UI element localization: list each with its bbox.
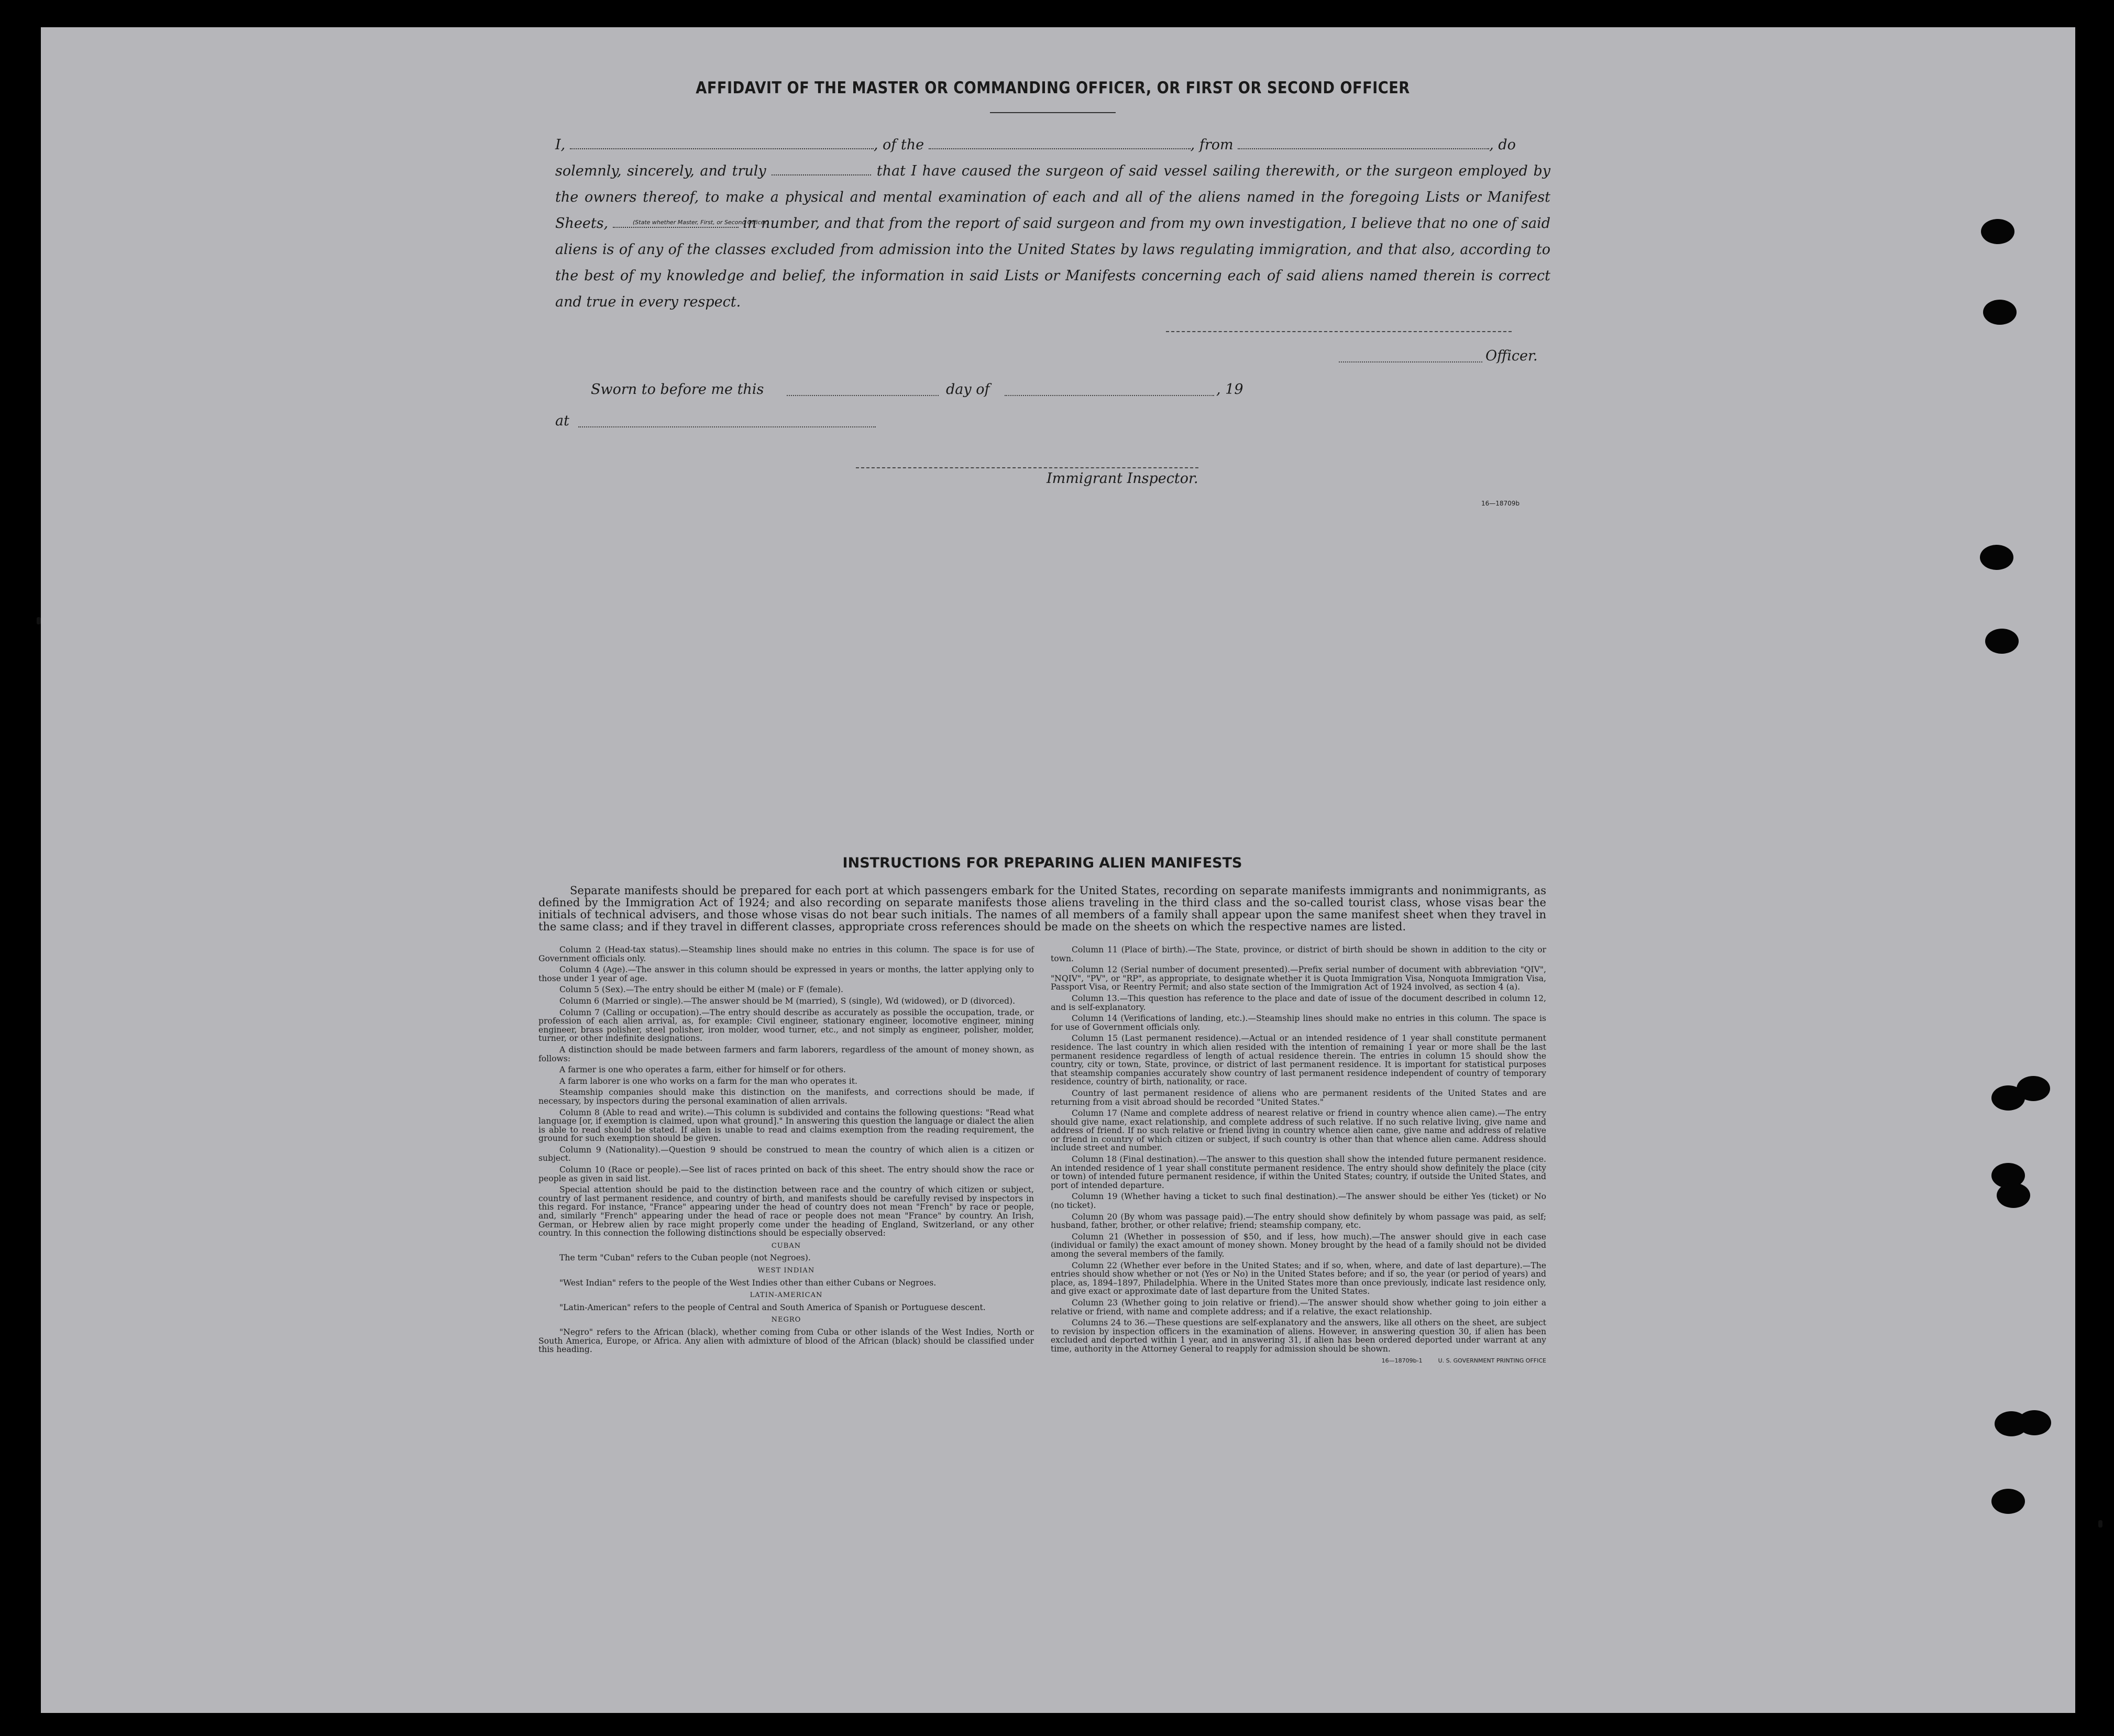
- cuban-definition: The term "Cuban" refers to the Cuban people (not Negroes).: [559, 1253, 811, 1263]
- instruction-paragraph: Column 8 (Able to read and write).—This column is subdivided and contains the following questions: "Read what language [or, if exemption is claimed, upon what ground]." In answering this question the language or dialect the alien is able to read should be stated. If alien is unable to read and claims exemption from the reading requirement, the ground for such exemption should be given.: [538, 1107, 1034, 1144]
- punch-hole: [1985, 629, 2019, 654]
- form-number: 16—18709b: [1481, 500, 1520, 507]
- printing-footer: [1051, 1357, 1546, 1366]
- instruction-paragraph: Column 7 (Calling or occupation).—The entry should describe as accurately as possible the occupation, trade, or profession of each alien arrival, as, for example: Civil engineer, stationary engineer, locomotive engineer, mining engineer, brass polisher, steel polisher, iron molder, wood turner, etc., and not simply as engineer, polisher, molder, turner, or other indefinite designations.: [538, 1007, 1034, 1043]
- affidavit-do: , do: [1489, 137, 1516, 153]
- officer-label: Officer.: [1485, 348, 1538, 364]
- instruction-paragraph: Column 5 (Sex).—The entry should be either M (male) or F (female).: [559, 985, 843, 995]
- instructions-right-column: [1051, 946, 1546, 1365]
- affidavit-body: [555, 132, 1550, 315]
- instruction-paragraph: Column 20 (By whom was passage paid).—The entry should show definitely by whom passage was paid, as self; husband, father, brother, or other relative; friend; steamship company, etc.: [1051, 1212, 1546, 1230]
- affidavit-text-c: in number, and that from the report of said surgeon and from my own investigation, I believe that no one of said aliens is of any of the classes excluded from admission into the United States by laws regulating immigration, and that also, according to the best of my knowledge and belief, the information in said Lists or Manifests concerning each of said aliens named therein is correct and true in every respect.: [555, 215, 1550, 310]
- footer-printing-office: U. S. GOVERNMENT PRINTING OFFICE: [1438, 1357, 1546, 1364]
- punch-hole: [1981, 219, 2014, 244]
- instruction-paragraph: Column 11 (Place of birth).—The State, province, or district of birth should be shown in addition to the city or town.: [1051, 945, 1546, 963]
- instruction-paragraph: Country of last permanent residence of aliens who are permanent residents of the United States and are returning from a visit abroad should be recorded "United States.": [1051, 1088, 1546, 1107]
- day-of-text: day of: [946, 381, 990, 398]
- instruction-paragraph: A farm laborer is one who works on a farm for the man who operates it.: [559, 1076, 857, 1086]
- instruction-paragraph: Columns 24 to 36.—These questions are self-explanatory and the answers, like all others on the sheet, are subject to revision by inspection officers in the examination of aliens. However, in answering question 30, if alien has been excluded and deported within 1 year, and in answering 31, if alien has been ordered deported under warrant at any time, authority in the Attorney General to reapply for admission should be shown.: [1051, 1318, 1546, 1354]
- instruction-paragraph: Column 14 (Verifications of landing, etc.).—Steamship lines should make no entries in this column. The space is for use of Government officials only.: [1051, 1014, 1546, 1032]
- punch-hole: [1997, 1183, 2030, 1208]
- instruction-paragraph: Column 10 (Race or people).—See list of races printed on back of this sheet. The entry should show the race or people as given in said list.: [538, 1165, 1034, 1183]
- affidavit-of-the: , of the: [873, 137, 924, 153]
- instructions-section: [538, 855, 1546, 1365]
- edge-mark: [37, 617, 41, 624]
- instruction-paragraph: Steamship companies should make this distinction on the manifests, and corrections should be made, if necessary, by inspectors during the personal examination of alien arrivals.: [538, 1087, 1034, 1106]
- year-text: , 19: [1216, 381, 1243, 398]
- punch-hole: [1983, 300, 2017, 325]
- signature-line: [1166, 331, 1512, 332]
- vessel-name-blank: [929, 141, 1191, 149]
- instructions-title: INSTRUCTIONS FOR PREPARING ALIEN MANIFESTS: [842, 855, 1242, 871]
- at-text: at: [555, 413, 569, 429]
- inspector-label: Immigrant Inspector.: [1047, 470, 1198, 487]
- instructions-columns: [538, 946, 1546, 1365]
- negro-heading: NEGRO: [771, 1316, 801, 1324]
- footer-form-number: 16—18709b-1: [1381, 1357, 1423, 1364]
- affidavit-line-1: [555, 132, 1550, 158]
- instruction-paragraph: Column 23 (Whether going to join relative or friend).—The answer should show whether going to join either a relative or friend, with name and complete address; and if a relative, the exact relationship.: [1051, 1298, 1546, 1316]
- at-place-blank: [578, 426, 876, 427]
- sworn-text: Sworn to before me this: [591, 381, 764, 398]
- instruction-paragraph: Column 19 (Whether having a ticket to such final destination).—The answer should be either Yes (ticket) or No (no ticket).: [1051, 1192, 1546, 1211]
- cuban-heading: CUBAN: [771, 1241, 801, 1250]
- punch-hole: [1980, 545, 2013, 570]
- punch-hole: [1991, 1489, 2025, 1514]
- instruction-paragraph: Column 18 (Final destination).—The answer to this question shall show the intended future permanent residence. An intended residence of 1 year shall constitute permanent residence. The entry should show definitely the place (city or town) of intended future permanent residence, if within the United States; country, if outside the United States, and port of intended departure.: [1051, 1155, 1546, 1190]
- sworn-day-blank: [787, 395, 939, 396]
- instruction-paragraph: Column 6 (Married or single).—The answer should be M (married), S (single), Wd (widowed), or D (divorced).: [559, 996, 1016, 1006]
- latin-american-definition: "Latin-American" refers to the people of Central and South America of Spanish or Portuguese descent.: [559, 1302, 986, 1312]
- affidavit-text-a: solemnly, sincerely, and truly: [555, 163, 766, 179]
- sworn-month-blank: [1005, 395, 1214, 396]
- instruction-paragraph: Column 13.—This question has reference to the place and date of issue of the document described in column 12, and is self-explanatory.: [1051, 993, 1546, 1012]
- instruction-paragraph: Column 12 (Serial number of document presented).—Prefix serial number of document with abbreviation "QIV", "NQIV", "PV", or "RP", as appropriate, to designate whether it is Quota Immigration Visa, Nonquota Immigration Visa, Passport Visa, or Reentry Permit; and also state section of the Immigration Act of 1924 involved, as section 4 (a).: [1051, 965, 1546, 992]
- instruction-paragraph: Special attention should be paid to the distinction between race and the country of which citizen or subject, country of last permanent residence, and country of birth, and manifests should be carefully revised by inspectors in this regard. For instance, "France" appearing under the head of country does not mean "French" by race or people, and, similarly "French" appearing under the head of race or people does not mean "France" by country. An Irish, German, or Hebrew alien by race might properly come under the heading of England, Switzerland, or any other country. In this connection the following distinctions should be especially observed:: [538, 1185, 1034, 1238]
- west-indian-definition: "West Indian" refers to the people of the West Indies other than either Cubans or Negroes.: [559, 1278, 937, 1288]
- affidavit-paragraph: [555, 158, 1550, 315]
- port-blank: [1238, 141, 1489, 149]
- latin-american-heading: LATIN-AMERICAN: [750, 1291, 823, 1300]
- instruction-paragraph: Column 2 (Head-tax status).—Steamship lines should make no entries in this column. The space is for use of Government officials only.: [538, 945, 1034, 963]
- instruction-paragraph: Column 17 (Name and complete address of nearest relative or friend in country whence alien came).—The entry should give name, exact relationship, and complete address of such relative. If no such relative living, give name and address of friend. If no such relative or friend living in country whence alien came, give name and address of relative or friend in country of which citizen or subject, if such country is other than that whence alien came. Address should include street and number.: [1051, 1108, 1546, 1153]
- officer-rank-note: (State whether Master, First, or Second Officer): [633, 219, 769, 226]
- edge-mark: [2098, 1520, 2102, 1528]
- instruction-paragraph: A farmer is one who operates a farm, either for himself or for others.: [559, 1065, 846, 1075]
- instructions-left-column: [538, 946, 1034, 1365]
- west-indian-heading: WEST INDIAN: [757, 1267, 815, 1274]
- punch-hole: [2018, 1410, 2051, 1435]
- instruction-paragraph: Column 15 (Last permanent residence).—Actual or an intended residence of 1 year shall constitute permanent residence. The last country in which alien resided with the intention of remaining 1 year or more shall be the last permanent residence regardless of length of actual residence therein. The entries in column 15 should show the country, city or town, State, province, or district of last permanent residence. It is important for statistical purposes that steamship companies accurately show country of last permanent residence independent of country of temporary residence, country of birth, nationality, or race.: [1051, 1034, 1546, 1087]
- instruction-paragraph: Column 4 (Age).—The answer in this column should be expressed in years or months, the latter applying only to those under 1 year of age.: [538, 965, 1034, 983]
- officer-rank-blank: [570, 141, 874, 149]
- affidavit-from: , from: [1190, 137, 1234, 153]
- oath-blank: [772, 167, 871, 175]
- officer-title-line: [1339, 361, 1482, 362]
- punch-hole: [2017, 1076, 2050, 1101]
- instruction-paragraph: Column 21 (Whether in possession of $50, and if less, how much).—The answer should give in each case (individual or family) the exact amount of money shown. Money brought by the head of a family should not be divided among the several members of the family.: [1051, 1232, 1546, 1259]
- instruction-paragraph: Column 9 (Nationality).—Question 9 should be construed to mean the country of which alien is a citizen or subject.: [538, 1145, 1034, 1163]
- affidavit-section: [555, 79, 1550, 315]
- affidavit-title: AFFIDAVIT OF THE MASTER OR COMMANDING OFFICER, OR FIRST OR SECOND OFFICER: [696, 79, 1410, 97]
- instruction-paragraph: Column 22 (Whether ever before in the United States; and if so, when, where, and date of last departure).—The entries should show whether or not (Yes or No) in the United States before; and if so, the year (or period of years) and place, as, 1894–1897, Philadelphia. Where in the United States more than once previously, indicate last residence only, and give exact or approximate date of last departure from the United States.: [1051, 1260, 1546, 1296]
- affidavit-text-b: that I have caused the surgeon of said vessel sailing therewith, or the surgeon employed by the owners thereof, to make a physical and mental examination of each and all of the aliens named in the foregoing Lists or Manifest Sheets,: [555, 163, 1550, 232]
- negro-definition: "Negro" refers to the African (black), whether coming from Cuba or other islands of the West Indies, North or South America, Europe, or Africa. Any alien with admixture of blood of the African (black) should be classified under this heading.: [538, 1327, 1034, 1355]
- title-rule: [990, 112, 1116, 113]
- inspector-signature-line: [856, 467, 1198, 468]
- affidavit-i: I,: [555, 137, 566, 153]
- instruction-paragraph: A distinction should be made between farmers and farm laborers, regardless of the amount of money shown, as follows:: [538, 1045, 1034, 1063]
- instructions-intro: Separate manifests should be prepared for each port at which passengers embark for the United States, recording on separate manifests immigrants and nonimmigrants, as defined by the Immigration Act of 1924; and also recording on separate manifests those aliens traveling in the third class and the so-called tourist class, whose visas bear the initials of technical advisers, and those whose visas do not bear such initials. The names of all members of a family shall appear upon the same manifest sheet when they travel in the same class; and if they travel in different classes, appropriate cross references should be made on the sheets on which the respective names are listed.: [538, 884, 1546, 933]
